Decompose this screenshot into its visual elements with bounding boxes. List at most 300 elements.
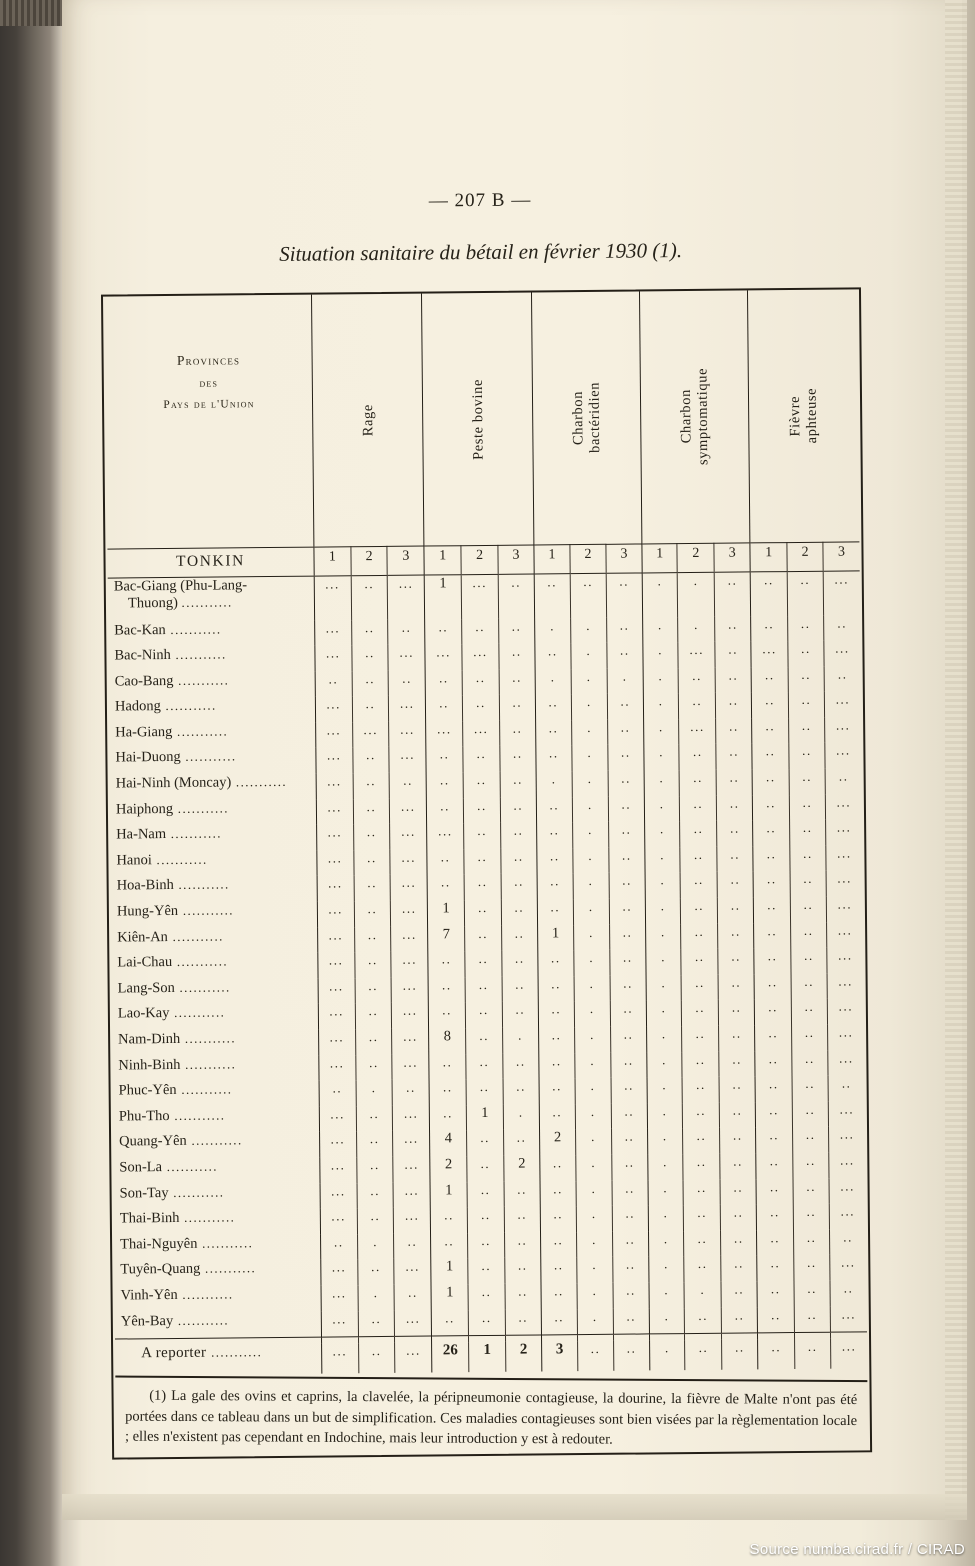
table-cell: .. <box>499 618 535 644</box>
table-cell: .. <box>541 1309 577 1335</box>
table-cell: ... <box>321 1311 358 1337</box>
table-cell: .. <box>794 1229 830 1255</box>
table-cell: .. <box>612 1180 648 1206</box>
table-cell: .. <box>352 696 389 722</box>
dot-leader: ........... <box>231 773 288 790</box>
table-cell: .. <box>537 899 573 925</box>
table-cell: .. <box>792 1101 828 1127</box>
total-dot-leader: ........... <box>206 1344 263 1360</box>
provinces-header <box>105 295 314 549</box>
table-cell: . <box>649 1308 685 1334</box>
table-cell: . <box>607 668 643 694</box>
table-cell: .. <box>611 1078 647 1104</box>
table-cell: ... <box>393 1182 430 1208</box>
total-cell: 1 <box>469 1342 506 1372</box>
province-name-cell <box>110 825 317 853</box>
table-cell: .. <box>539 1078 575 1104</box>
table-cell: .. <box>429 1054 466 1080</box>
dot-leader: ........... <box>168 1184 225 1200</box>
table-cell: .. <box>389 670 426 696</box>
footnote-text: (1) La gale des ovins et caprins, la clavelée, la péripneumonie contagieuse, la dourine, la fièvre de Malte n'ont pas été portées dans ce tableau dans un but de simplification. Ces maladies contagieuses sont bien visées par la règlementation locale ; elles n'existent pas cependant en Indochine, mais leur introduction y est à redouter. <box>124 1387 858 1448</box>
table-cell: .. <box>463 797 500 823</box>
province-name-cell <box>113 1081 320 1109</box>
province-name-cell <box>112 1030 319 1058</box>
table-cell: ... <box>829 1178 866 1204</box>
province-name: Hanoi <box>116 852 152 869</box>
table-cell: . <box>573 848 609 874</box>
table-cell: .. <box>684 1230 721 1256</box>
table-cell: .. <box>720 1102 756 1128</box>
table-cell: . <box>576 1206 612 1232</box>
province-name-cell <box>113 1158 320 1186</box>
table-cell: .. <box>534 574 570 618</box>
table-cell: .. <box>468 1284 505 1310</box>
table-cell: ... <box>316 773 353 799</box>
table-cell: .. <box>356 1131 393 1157</box>
table-cell: .. <box>540 1181 576 1207</box>
table-cell: ... <box>314 576 351 620</box>
total-cell: .. <box>358 1343 395 1373</box>
table-cell: .. <box>536 797 572 823</box>
table-cell: ... <box>394 1259 431 1285</box>
table-cell: 1 <box>431 1259 468 1285</box>
province-name-cell <box>109 671 316 699</box>
table-cell: . <box>645 821 681 847</box>
table-cell: ... <box>389 747 426 773</box>
table-cell: .. <box>684 1205 721 1231</box>
table-cell: .. <box>468 1233 505 1259</box>
table-cell: 8 <box>429 1028 466 1054</box>
table-cell: .. <box>358 1310 395 1336</box>
table-cell: ... <box>321 1285 358 1311</box>
table-cell: .. <box>789 794 825 820</box>
table-cell: .. <box>792 1050 828 1076</box>
table-cell: .. <box>426 772 463 798</box>
table-cell: ... <box>390 824 427 850</box>
table-cell: . <box>572 745 608 771</box>
table-cell: ... <box>461 574 498 618</box>
subcolumn-header: 2 <box>677 543 714 572</box>
table-cell: ... <box>827 948 864 974</box>
total-cell: .. <box>685 1340 722 1370</box>
table-cell: .. <box>682 1051 719 1077</box>
table-cell: .. <box>830 1280 867 1306</box>
table-cell: ... <box>427 823 464 849</box>
table-cell: .. <box>753 846 790 872</box>
table-cell: .. <box>353 747 390 773</box>
table-cell: .. <box>356 1157 393 1183</box>
total-label-cell <box>115 1344 322 1376</box>
table-cell: .. <box>717 872 753 898</box>
table-cell: .. <box>351 575 388 619</box>
table-cell: .. <box>717 846 753 872</box>
table-cell: .. <box>465 925 502 951</box>
provinces-header-line3: Pays de l'Union <box>163 397 255 411</box>
table-cell: ... <box>315 645 352 671</box>
dot-leader: ........... <box>179 1209 236 1226</box>
table-cell: .. <box>611 1103 647 1129</box>
table-cell: ... <box>392 977 429 1003</box>
table-cell: .. <box>503 1130 539 1156</box>
table-cell: ... <box>828 1101 865 1127</box>
dot-leader: ........... <box>180 748 237 765</box>
province-name-cell <box>108 576 315 622</box>
table-cell: .. <box>719 1000 755 1026</box>
table-cell: . <box>571 668 607 694</box>
table-cell: .. <box>721 1205 757 1231</box>
dot-leader: ........... <box>169 1107 226 1123</box>
province-name: Hung-Yên <box>116 902 179 920</box>
table-cell: .. <box>787 571 823 615</box>
table-cell: .. <box>788 615 824 641</box>
province-name: Lai-Chau <box>117 954 173 971</box>
table-cell: 2 <box>504 1155 540 1181</box>
table-cell: .. <box>607 643 643 669</box>
table-cell: .. <box>504 1207 540 1233</box>
table-cell: .. <box>793 1178 829 1204</box>
table-cell: . <box>645 898 681 924</box>
table-cell: ... <box>824 692 861 718</box>
dot-leader: ........... <box>161 1158 218 1175</box>
table-cell: .. <box>790 820 826 846</box>
table-cell: .. <box>610 950 646 976</box>
table-cell: ... <box>319 1055 356 1081</box>
table-cell: .. <box>791 922 827 948</box>
table-cell: ... <box>826 845 863 871</box>
table-cell: .. <box>609 898 645 924</box>
total-cell: 2 <box>505 1342 541 1372</box>
table-cell: ... <box>320 1157 357 1183</box>
table-cell: .. <box>828 1076 865 1102</box>
table-cell: .. <box>464 823 501 849</box>
table-cell: .. <box>357 1208 394 1234</box>
table-cell: .. <box>752 769 789 795</box>
table-cell: .. <box>610 975 646 1001</box>
page-folio: — 207 B — <box>428 189 532 212</box>
table-cell: .. <box>612 1231 648 1257</box>
table-cell: ... <box>391 952 428 978</box>
table-cell: . <box>678 572 715 616</box>
dot-leader: ........... <box>165 621 222 637</box>
table-cell: . <box>647 1103 683 1129</box>
table-cell: .. <box>754 974 791 1000</box>
group-label-peste-bovine: Peste bovine <box>469 378 487 460</box>
table-cell: . <box>356 1080 393 1106</box>
table-cell: .. <box>790 871 826 897</box>
table-cell: ... <box>316 799 353 825</box>
table-cell: .. <box>613 1257 649 1283</box>
province-name: Bac-Giang (Phu-Lang- <box>113 577 248 595</box>
table-cell: .. <box>721 1230 757 1256</box>
province-name-cell <box>110 799 317 827</box>
table-cell: ... <box>315 697 352 723</box>
total-cell: ... <box>831 1338 868 1368</box>
subcolumn-header: 3 <box>498 545 534 574</box>
province-name: Lao-Kay <box>117 1005 170 1022</box>
table-cell: .. <box>535 694 571 720</box>
table-cell: .. <box>791 999 827 1025</box>
table-cell: ... <box>320 1208 357 1234</box>
table-cell: .. <box>610 1026 646 1052</box>
table-cell: . <box>647 1052 683 1078</box>
table-cell: .. <box>718 897 754 923</box>
table-cell: .. <box>352 645 389 671</box>
table-cell: .. <box>793 1153 829 1179</box>
table-cell: .. <box>465 1002 502 1028</box>
table-cell: .. <box>538 1002 574 1028</box>
table-cell: .. <box>354 952 391 978</box>
table-cell: . <box>645 924 681 950</box>
total-cell: 3 <box>541 1341 577 1371</box>
table-cell: .. <box>611 1052 647 1078</box>
subcolumn-header: 1 <box>424 546 461 575</box>
dot-leader: ........... <box>174 979 231 995</box>
dot-leader: ........... <box>173 672 230 688</box>
table-cell: . <box>358 1285 395 1311</box>
table-cell: . <box>574 950 610 976</box>
table-cell: . <box>572 720 608 746</box>
table-cell: .. <box>540 1206 576 1232</box>
table-cell: .. <box>755 1051 792 1077</box>
table-cell: .. <box>501 848 537 874</box>
table-cell: .. <box>680 795 717 821</box>
table-cell: ... <box>824 640 861 666</box>
table-cell: .. <box>538 1027 574 1053</box>
province-name-cell <box>112 978 319 1006</box>
table-cell: .. <box>752 692 789 718</box>
table-cell: .. <box>788 666 824 692</box>
table-cell: .. <box>388 619 425 645</box>
table-cell: .. <box>500 797 536 823</box>
table-cell: ... <box>390 849 427 875</box>
table-cell: ... <box>828 1024 865 1050</box>
table-cell: .. <box>758 1307 795 1333</box>
table-cell: .. <box>680 821 717 847</box>
table-cell: .. <box>466 1053 503 1079</box>
table-cell: .. <box>502 951 538 977</box>
table-cell: .. <box>720 1153 756 1179</box>
dot-leader: ........... <box>166 825 222 842</box>
province-name: Nam-Dinh <box>118 1030 181 1048</box>
table-cell: ... <box>393 1156 430 1182</box>
table-cell: .. <box>355 1054 392 1080</box>
table-cell: .. <box>351 619 388 645</box>
total-cell: .. <box>795 1339 831 1369</box>
table-cell: .. <box>539 1053 575 1079</box>
province-name-cell <box>115 1311 322 1339</box>
table-cell: .. <box>753 820 790 846</box>
table-cell: ... <box>678 642 715 668</box>
table-cell: .. <box>427 875 464 901</box>
table-cell: .. <box>390 773 427 799</box>
table-cell: ... <box>826 871 863 897</box>
table-footnote <box>115 1376 867 1462</box>
table-cell: .. <box>791 974 827 1000</box>
table-cell: .. <box>752 718 789 744</box>
table-cell: .. <box>503 1053 539 1079</box>
province-name-cell <box>115 1286 322 1314</box>
table-cell: .. <box>789 718 825 744</box>
column-group-fievre-aphteuse <box>748 289 860 543</box>
table-cell: . <box>644 770 680 796</box>
table-cell: .. <box>353 799 390 825</box>
table-cell: ... <box>390 798 427 824</box>
table-cell: .. <box>793 1204 829 1230</box>
table-cell: . <box>647 1077 683 1103</box>
table-cell: ... <box>830 1255 867 1281</box>
table-cell: .. <box>502 1002 538 1028</box>
table-cell: ... <box>829 1127 866 1153</box>
subcolumn-header: 3 <box>387 546 424 575</box>
table-cell: ... <box>827 922 864 948</box>
table-cell: ... <box>319 1106 356 1132</box>
table-cell: . <box>684 1282 721 1308</box>
table-cell: .. <box>683 1179 720 1205</box>
group-sub-fievre-aphteuse: aphteuse <box>803 387 821 444</box>
table-cell: ... <box>316 748 353 774</box>
table-cell: . <box>574 1001 610 1027</box>
subcolumn-header: 2 <box>787 542 823 571</box>
table-cell: .. <box>751 667 788 693</box>
table-cell: ... <box>826 820 863 846</box>
province-name: Phuc-Yên <box>118 1082 177 1099</box>
table-cell: . <box>645 847 681 873</box>
table-cell: .. <box>468 1258 505 1284</box>
subcolumn-header: 3 <box>714 543 750 572</box>
table-cell: .. <box>756 1127 793 1153</box>
table-cell: . <box>573 822 609 848</box>
table-cell: . <box>575 1104 611 1130</box>
table-cell: .. <box>682 1000 719 1026</box>
table-cell: .. <box>425 619 462 645</box>
table-cell: ... <box>827 973 864 999</box>
table-cell: .. <box>354 901 391 927</box>
page-edge-bottom <box>62 1494 967 1520</box>
table-header-row <box>105 289 859 549</box>
table-cell: . <box>574 1027 610 1053</box>
province-name-cell <box>114 1209 321 1237</box>
table-cell: . <box>648 1154 684 1180</box>
table-cell: .. <box>315 671 352 697</box>
table-cell: .. <box>681 898 718 924</box>
province-name-cell <box>113 1132 320 1160</box>
table-cell: .. <box>789 743 825 769</box>
table-cell: .. <box>538 950 574 976</box>
total-cell: .. <box>758 1339 795 1369</box>
table-cell: .. <box>394 1233 431 1259</box>
dot-leader: ........... <box>186 1132 243 1149</box>
table-cell: .. <box>610 1001 646 1027</box>
table-cell: .. <box>679 744 716 770</box>
province-name-cell <box>114 1234 321 1262</box>
dot-leader: ........... <box>173 1311 230 1328</box>
province-name: Hoa-Binh <box>116 877 174 894</box>
table-cell: ... <box>315 722 352 748</box>
province-name: Yên-Bay <box>120 1312 174 1330</box>
subcolumn-header: 1 <box>534 545 570 574</box>
table-cell: .. <box>428 951 465 977</box>
table-cell: . <box>535 618 571 644</box>
table-cell: ... <box>827 999 864 1025</box>
table-cell: ... <box>679 719 716 745</box>
subcolumn-header: 2 <box>351 546 388 575</box>
table-cell: .. <box>830 1229 867 1255</box>
table-cell: .. <box>683 1128 720 1154</box>
table-cell: ... <box>425 644 462 670</box>
table-cell: ... <box>462 644 499 670</box>
table-cell: .. <box>540 1232 576 1258</box>
table-cell: .. <box>505 1283 541 1309</box>
table-cell: .. <box>357 1182 394 1208</box>
table-cell: .. <box>431 1207 468 1233</box>
table-cell: .. <box>462 618 499 644</box>
table-cell: .. <box>683 1077 720 1103</box>
table-cell: . <box>644 719 680 745</box>
table-cell: .. <box>426 695 463 721</box>
table-cell: .. <box>789 769 825 795</box>
dot-leader: ........... <box>170 646 227 663</box>
dot-leader: ........... <box>180 1055 237 1072</box>
table-cell: .. <box>501 925 537 951</box>
table-cell: 2 <box>539 1130 575 1156</box>
table-cell: .. <box>825 768 862 794</box>
table-cell: .. <box>505 1258 541 1284</box>
table-cell: .. <box>608 771 644 797</box>
subcolumn-header: 1 <box>314 547 351 576</box>
table-cell: .. <box>502 976 538 1002</box>
table-cell: .. <box>429 1079 466 1105</box>
subcolumn-header: 1 <box>750 543 787 572</box>
table-cell: .. <box>714 572 750 616</box>
table-cell: ... <box>830 1306 867 1332</box>
table-cell: . <box>647 1128 683 1154</box>
table-cell: .. <box>718 949 754 975</box>
table-cell: .. <box>792 1025 828 1051</box>
group-sub-charbon-symptomatique: symptomatique <box>694 368 712 466</box>
province-name: Kiên-An <box>117 928 168 946</box>
table-cell: .. <box>467 1181 504 1207</box>
table-cell: ... <box>317 876 354 902</box>
province-name: Tuyên-Quang <box>120 1261 201 1278</box>
dot-leader: ........... <box>172 723 229 739</box>
table-cell: . <box>575 1129 611 1155</box>
table-cell: .. <box>499 695 535 721</box>
total-cell: ... <box>321 1343 358 1373</box>
table-cell: . <box>576 1232 612 1258</box>
table-cell: .. <box>429 1003 466 1029</box>
table-cell: .. <box>464 874 501 900</box>
province-name: Vinh-Yên <box>120 1286 178 1304</box>
dot-leader: ........... <box>169 1004 226 1021</box>
province-name-cell <box>111 927 318 955</box>
province-name: Haiphong <box>115 800 174 818</box>
table-cell: .. <box>683 1103 720 1129</box>
dot-leader: ........... <box>167 928 224 944</box>
table-cell: .. <box>503 1079 539 1105</box>
table-cell: .. <box>428 977 465 1003</box>
table-cell: .. <box>538 976 574 1002</box>
table-cell: . <box>642 573 678 617</box>
table-cell: .. <box>430 1105 467 1131</box>
table-cell: .. <box>536 720 572 746</box>
table-cell: .. <box>717 821 753 847</box>
table-cell: .. <box>505 1309 541 1335</box>
table-cell: . <box>571 617 607 643</box>
table-cell: .. <box>466 1079 503 1105</box>
table-cell: .. <box>721 1256 757 1282</box>
table-cell: ... <box>352 722 389 748</box>
province-name: Ninh-Binh <box>118 1056 181 1074</box>
